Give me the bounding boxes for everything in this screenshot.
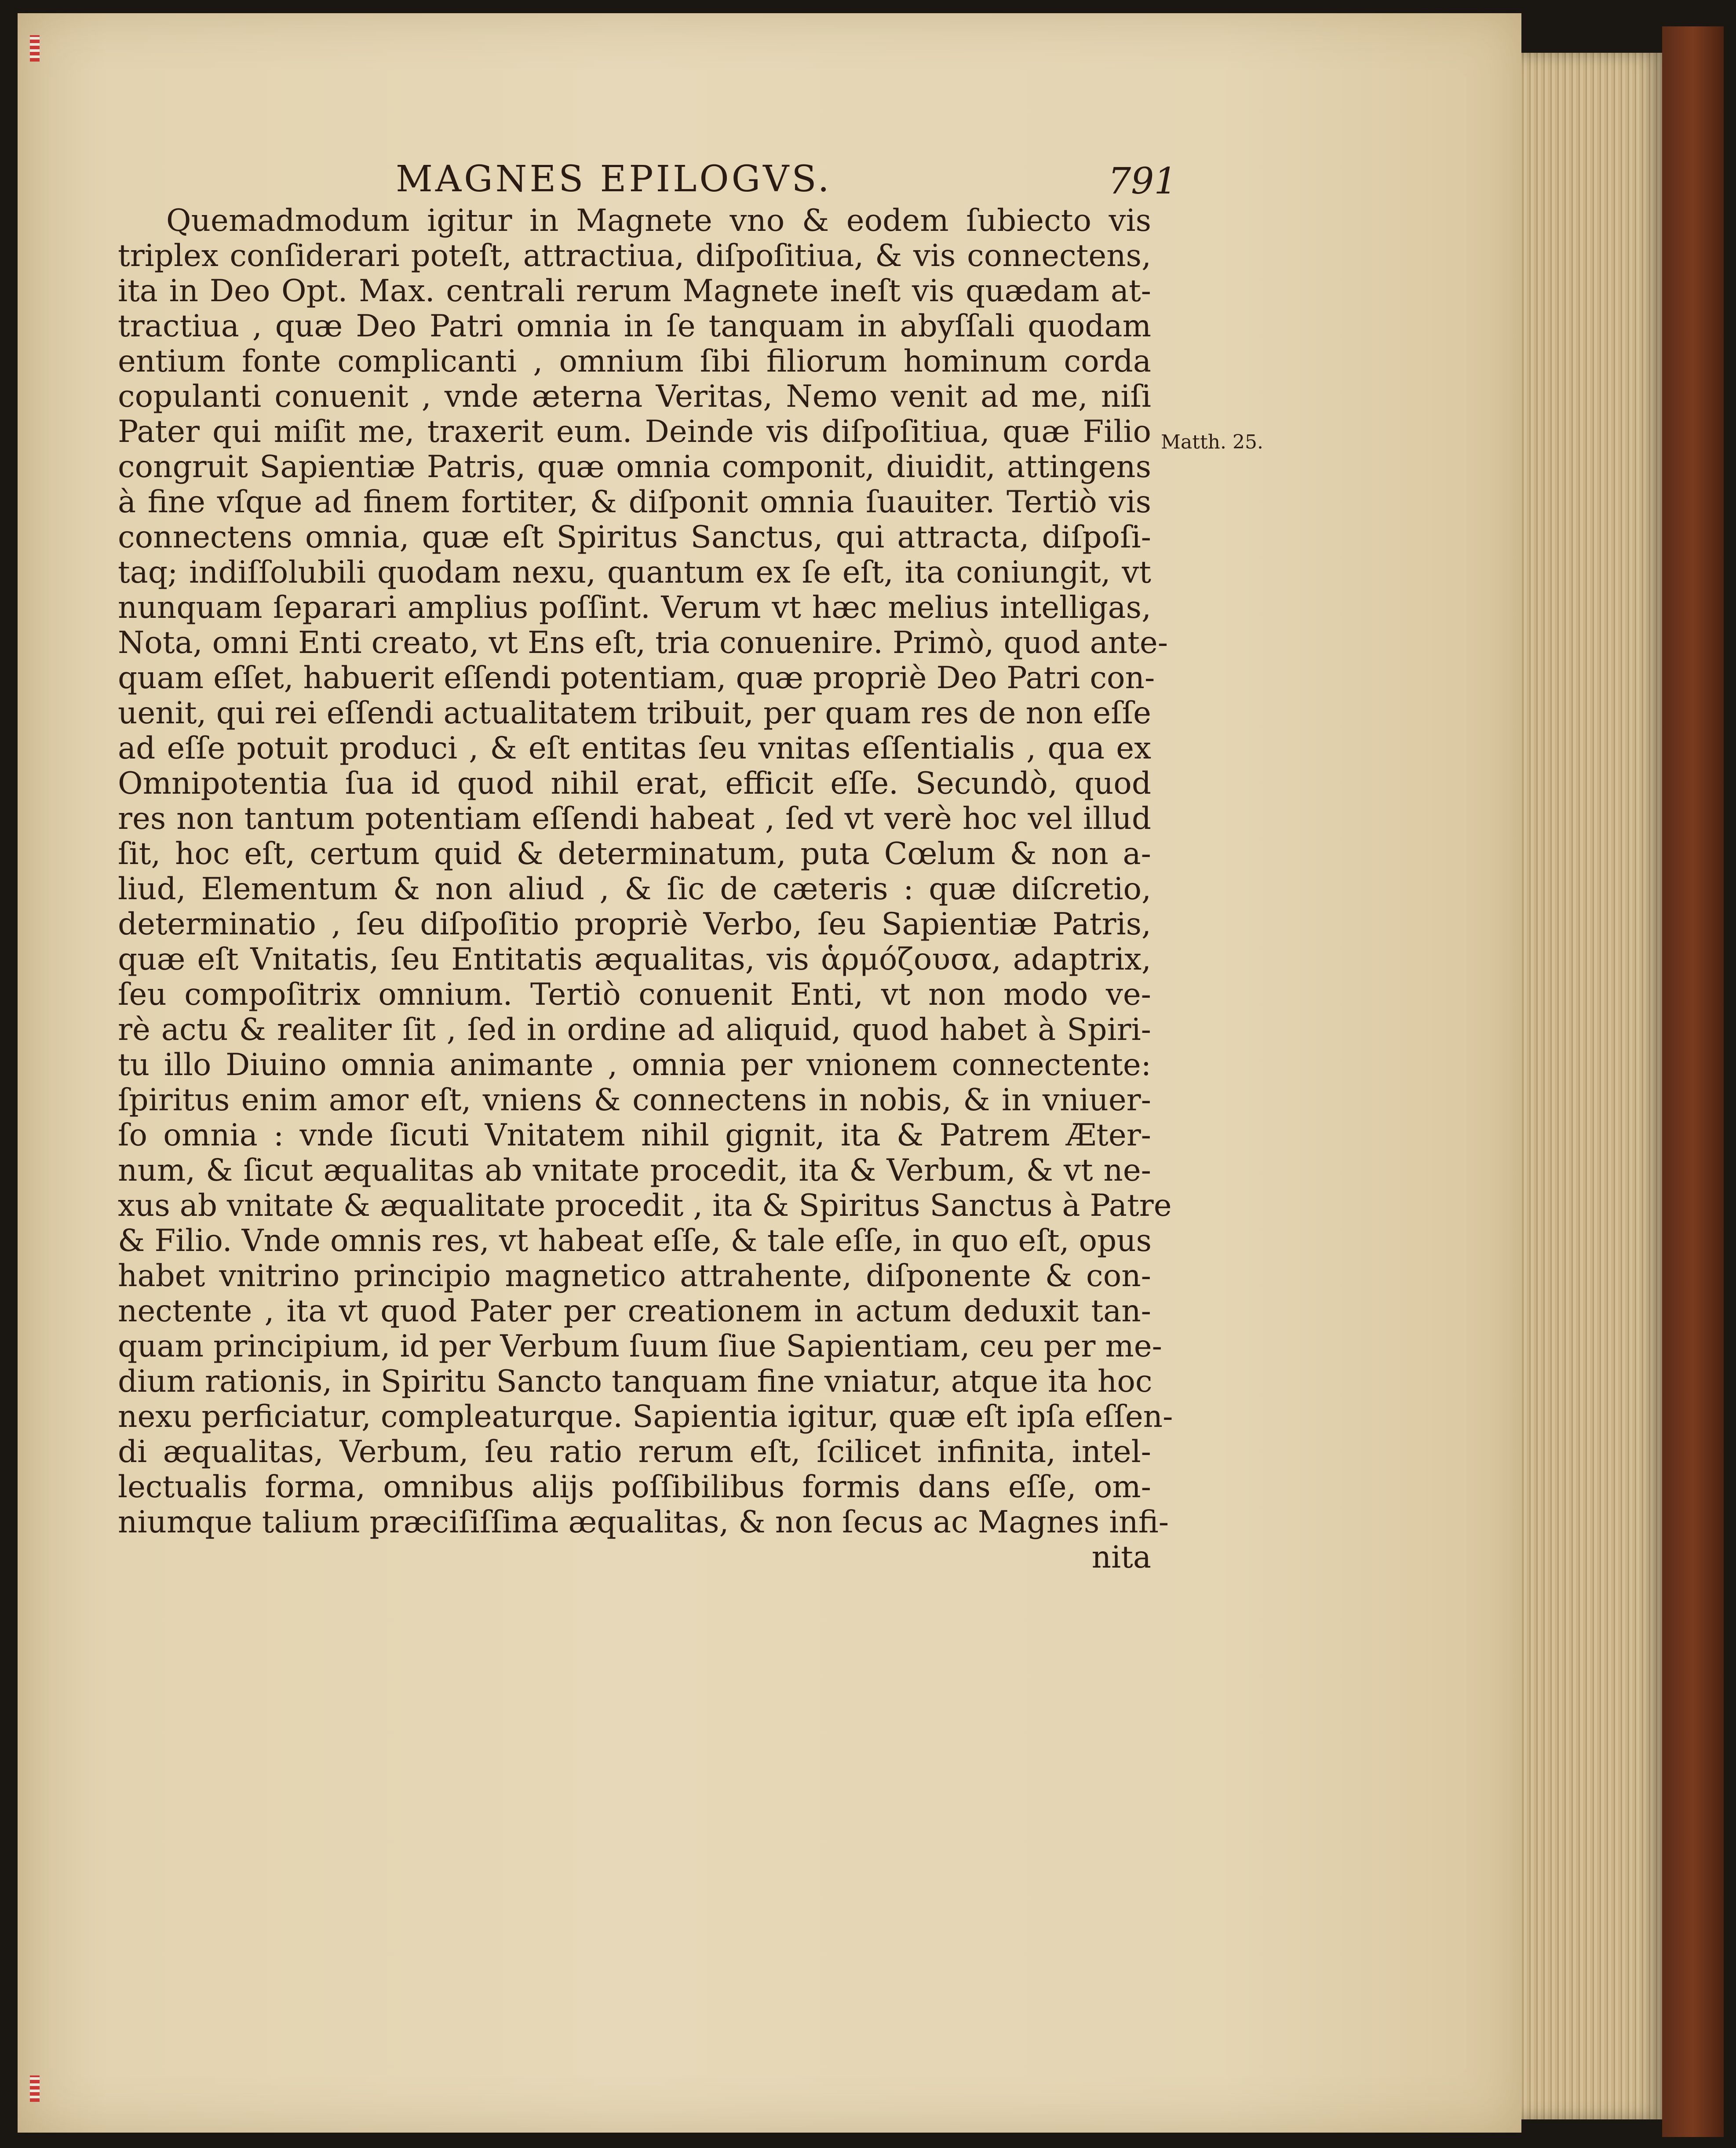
- text-line: ſeu compoſitrix omnium. Tertiò conuenit Enti, vt non modo ve-: [118, 977, 1151, 1012]
- text-line: congruit Sapientiæ Patris, quæ omnia componit, diuidit, attingens: [118, 449, 1151, 485]
- text-line: & Filio. Vnde omnis res, vt habeat eſſe, & tale eſſe, in quo eſt, opus: [118, 1223, 1152, 1258]
- text-line: tu illo Diuino omnia animante , omnia per vnionem connectente:: [118, 1047, 1151, 1083]
- text-line: quam principium, id per Verbum ſuum ſiue Sapientiam, ceu per me-: [118, 1329, 1162, 1364]
- running-head: MAGNES EPILOGVS.: [396, 158, 832, 200]
- text-line: nunquam ſeparari amplius poſſint. Verum vt hæc melius intelligas,: [118, 590, 1151, 625]
- text-line: dium rationis, in Spiritu Sancto tanquam fine vniatur, atque ita hoc: [118, 1364, 1152, 1399]
- text-line: à fine vſque ad finem fortiter, & diſponit omnia ſuauiter. Tertiò vis: [118, 485, 1151, 520]
- text-line: di æqualitas, Verbum, ſeu ratio rerum eſt, ſcilicet infinita, intel-: [118, 1434, 1151, 1470]
- text-line: liud, Elementum & non aliud , & ſic de cæteris : quæ diſcretio,: [118, 872, 1151, 907]
- book-cover-board: [1662, 26, 1724, 2137]
- text-line: ſpiritus enim amor eſt, vniens & connectens in nobis, & in vniuer-: [118, 1083, 1151, 1118]
- text-line: xus ab vnitate & æqualitate procedit , ita & Spiritus Sanctus à Patre: [118, 1188, 1172, 1223]
- text-line: num, & ſicut æqualitas ab vnitate procedit, ita & Verbum, & vt ne-: [118, 1153, 1151, 1188]
- text-line: habet vnitrino principio magnetico attrahente, diſponente & con-: [118, 1258, 1151, 1294]
- page-number: 791: [1108, 160, 1177, 202]
- text-line: lectualis forma, omnibus alijs poſſibilibus formis dans eſſe, om-: [118, 1470, 1151, 1505]
- text-line: ita in Deo Opt. Max. centrali rerum Magnete ineſt vis quædam at-: [118, 274, 1151, 309]
- text-line: ſit, hoc eſt, certum quid & determinatum, puta Cœlum & non a-: [118, 836, 1151, 872]
- text-line: nexu perficiatur, compleaturque. Sapientia igitur, quæ eſt ipſa eſſen-: [118, 1399, 1173, 1434]
- marginal-note: Matth. 25.: [1161, 431, 1263, 453]
- text-line: connectens omnia, quæ eſt Spiritus Sanctus, qui attracta, diſpoſi-: [118, 520, 1151, 555]
- binding-thread: [30, 35, 40, 62]
- page-fore-edge: [1513, 53, 1662, 2119]
- text-line: uenit, qui rei eſſendi actualitatem tribuit, per quam res de non eſſe: [118, 696, 1151, 731]
- text-line: res non tantum potentiam eſſendi habeat , ſed vt verè hoc vel illud: [118, 801, 1151, 836]
- text-line: copulanti conuenit , vnde æterna Veritas, Nemo venit ad me, niſi: [118, 379, 1151, 414]
- text-line: Pater qui miſit me, traxerit eum. Deinde vis diſpoſitiua, quæ Filio: [118, 414, 1151, 449]
- catchword: nita: [1091, 1540, 1151, 1575]
- text-line: nectente , ita vt quod Pater per creationem in actum deduxit tan-: [118, 1294, 1151, 1329]
- text-line: Quemadmodum igitur in Magnete vno & eodem ſubiecto vis: [166, 203, 1151, 238]
- book-page: [18, 13, 1521, 2133]
- text-line: ſo omnia : vnde ſicuti Vnitatem nihil gignit, ita & Patrem Æter-: [118, 1118, 1151, 1153]
- binding-thread: [30, 2075, 40, 2102]
- body-text: [118, 203, 1173, 1575]
- text-line: quam eſſet, habuerit eſſendi potentiam, quæ propriè Deo Patri con-: [118, 660, 1155, 696]
- text-line: quæ eſt Vnitatis, ſeu Entitatis æqualitas, vis ἁρμόζουσα, adaptrix,: [118, 942, 1151, 977]
- text-line: entium fonte complicanti , omnium ſibi filiorum hominum corda: [118, 344, 1151, 379]
- text-line: taq; indiſſolubili quodam nexu, quantum ex ſe eſt, ita coniungit, vt: [118, 555, 1151, 590]
- text-line: niumque talium præciſiſſima æqualitas, & non ſecus ac Magnes infi-: [118, 1505, 1169, 1540]
- text-line: determinatio , ſeu diſpoſitio propriè Verbo, ſeu Sapientiæ Patris,: [118, 907, 1151, 942]
- text-line: Nota, omni Enti creato, vt Ens eſt, tria conuenire. Primò, quod ante-: [118, 625, 1168, 660]
- text-line: Omnipotentia ſua id quod nihil erat, efficit eſſe. Secundò, quod: [118, 766, 1151, 801]
- text-line: rè actu & realiter ſit , ſed in ordine ad aliquid, quod habet à Spiri-: [118, 1012, 1151, 1047]
- text-line: tractiua , quæ Deo Patri omnia in ſe tanquam in abyſſali quodam: [118, 309, 1151, 344]
- text-line: ad eſſe potuit produci , & eſt entitas ſeu vnitas eſſentialis , qua ex: [118, 731, 1151, 766]
- text-line: triplex conſiderari poteſt, attractiua, diſpoſitiua, & vis connectens,: [118, 238, 1151, 274]
